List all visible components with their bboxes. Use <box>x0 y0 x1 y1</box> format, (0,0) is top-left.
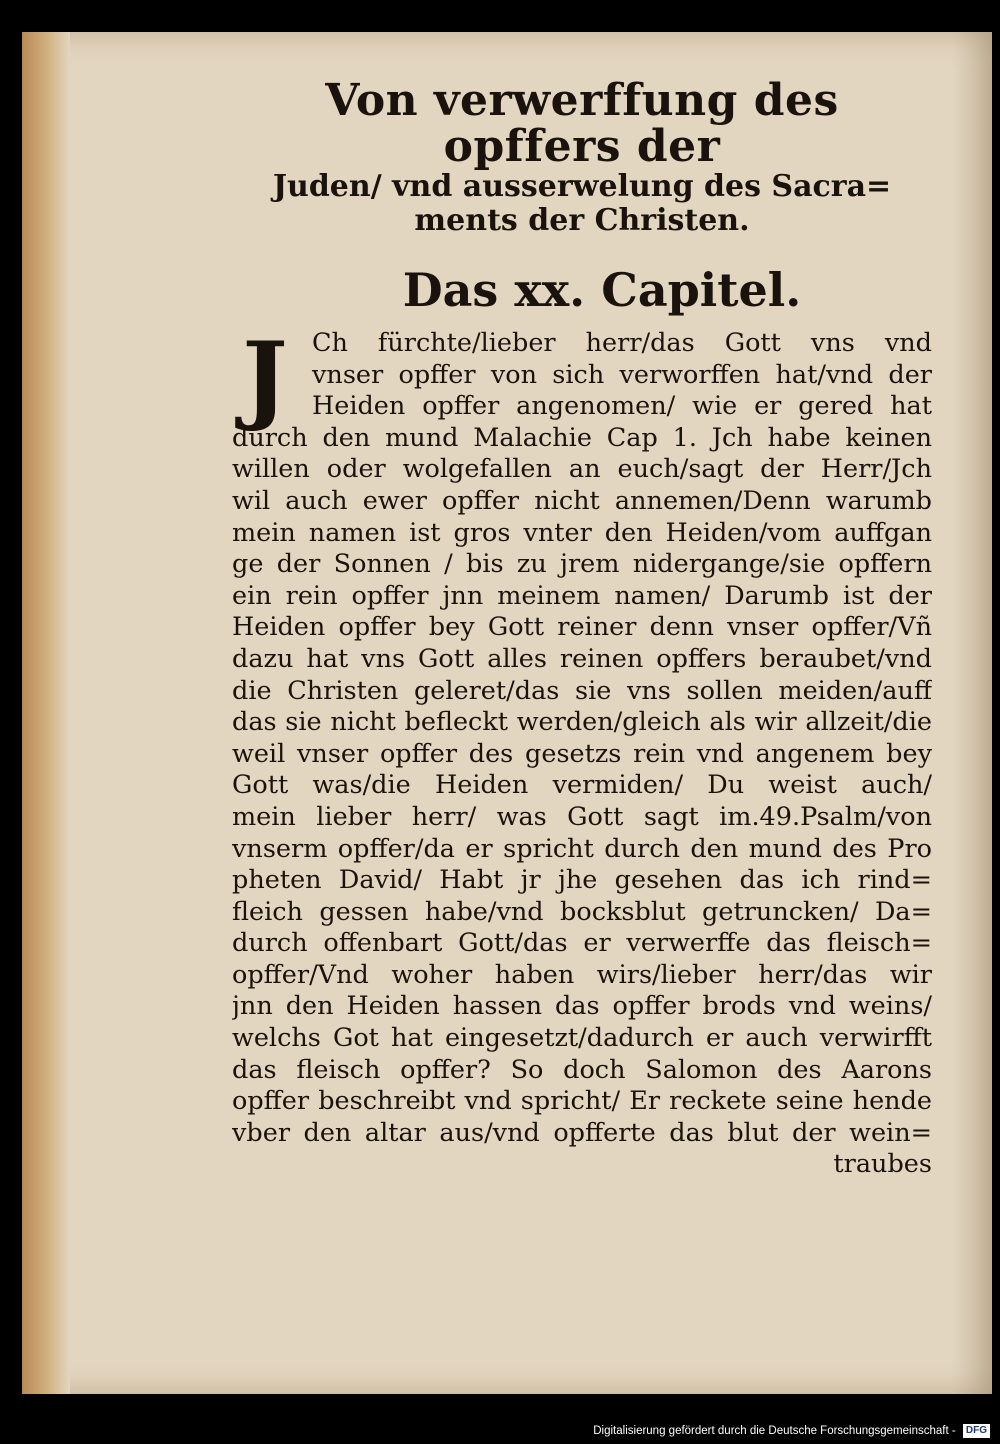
text-block <box>232 75 932 1181</box>
catchword: traubes <box>833 1149 932 1180</box>
text-line: Gott was/die Heiden vermiden/ Du weist auch/ <box>232 770 932 801</box>
text-line: weil vnser opffer des gesetzs rein vnd angenem bey <box>232 738 932 769</box>
text-line: mein namen ist gros vnter den Heiden/vom auffgan <box>232 517 932 548</box>
credit-text: Digitalisierung gefördert durch die Deutsche Forschungsgemeinschaft - <box>593 1425 956 1437</box>
section-heading <box>232 75 932 238</box>
text-line: Heiden opffer angenomen/ wie er gered hat <box>312 391 932 422</box>
heading-line-1: Von verwerffung des opffers der <box>325 75 839 172</box>
text-line: mein lieber herr/ was Gott sagt im.49.Psalm/von <box>232 801 932 832</box>
text-line: ge der Sonnen / bis zu jrem nidergange/sie opffern <box>232 549 932 580</box>
text-line: wil auch ewer opffer nicht annemen/Denn warumb <box>232 485 932 516</box>
text-line: das sie nicht befleckt werden/gleich als wir allzeit/die <box>232 707 932 738</box>
page-binding-edge <box>22 32 70 1394</box>
heading-line-3: ments der Christen. <box>414 203 750 238</box>
text-line: vber den altar aus/vnd opfferte das blut der wein= <box>232 1117 932 1148</box>
text-line: pheten David/ Habt jr jhe gesehen das ich rind= <box>232 865 932 896</box>
text-line: Ch fürchte/lieber herr/das Gott vns vnd <box>312 328 932 358</box>
text-line: ein rein opffer jnn meinem namen/ Darumb ist der <box>232 580 932 611</box>
text-line: durch offenbart Gott/das er verwerffe das fleisch= <box>232 928 932 959</box>
text-line: dazu hat vns Gott alles reinen opffers beraubet/vnd <box>232 643 932 674</box>
text-line: jnn den Heiden hassen das opffer brods vnd weins/ <box>232 991 932 1022</box>
text-line: fleich gessen habe/vnd bocksblut getruncken/ Da= <box>232 896 932 927</box>
text-line: vnserm opffer/da er spricht durch den mund des Pro <box>232 833 932 864</box>
digitization-credit <box>0 1420 990 1442</box>
text-line: willen oder wolgefallen an euch/sagt der Herr/Jch <box>232 454 932 485</box>
chapter-title: Das xx. Capitel. <box>402 263 802 317</box>
text-line: vnser opffer von sich verworffen hat/vnd der <box>312 359 932 390</box>
page-shadow <box>952 32 992 1394</box>
body-text <box>232 321 932 1181</box>
dfg-logo: DFG <box>963 1424 990 1438</box>
text-line: die Christen geleret/das sie vns sollen meiden/auff <box>232 675 932 706</box>
heading-line-2: Juden/ vnd ausserwelung des Sacra= <box>272 169 892 204</box>
text-line: das fleisch opffer? So doch Salomon des Aarons <box>232 1054 932 1085</box>
text-line: durch den mund Malachie Cap 1. Jch habe keinen <box>232 422 932 453</box>
decorated-initial: J <box>242 321 288 434</box>
text-line: opffer beschreibt vnd spricht/ Er reckete seine hende <box>232 1086 932 1117</box>
text-line: opffer/Vnd woher haben wirs/lieber herr/das wir <box>232 959 932 990</box>
text-line: welchs Got hat eingesetzt/dadurch er auch verwirfft <box>232 1023 932 1054</box>
text-line: Heiden opffer bey Gott reiner denn vnser opffer/Vñ <box>232 612 932 643</box>
